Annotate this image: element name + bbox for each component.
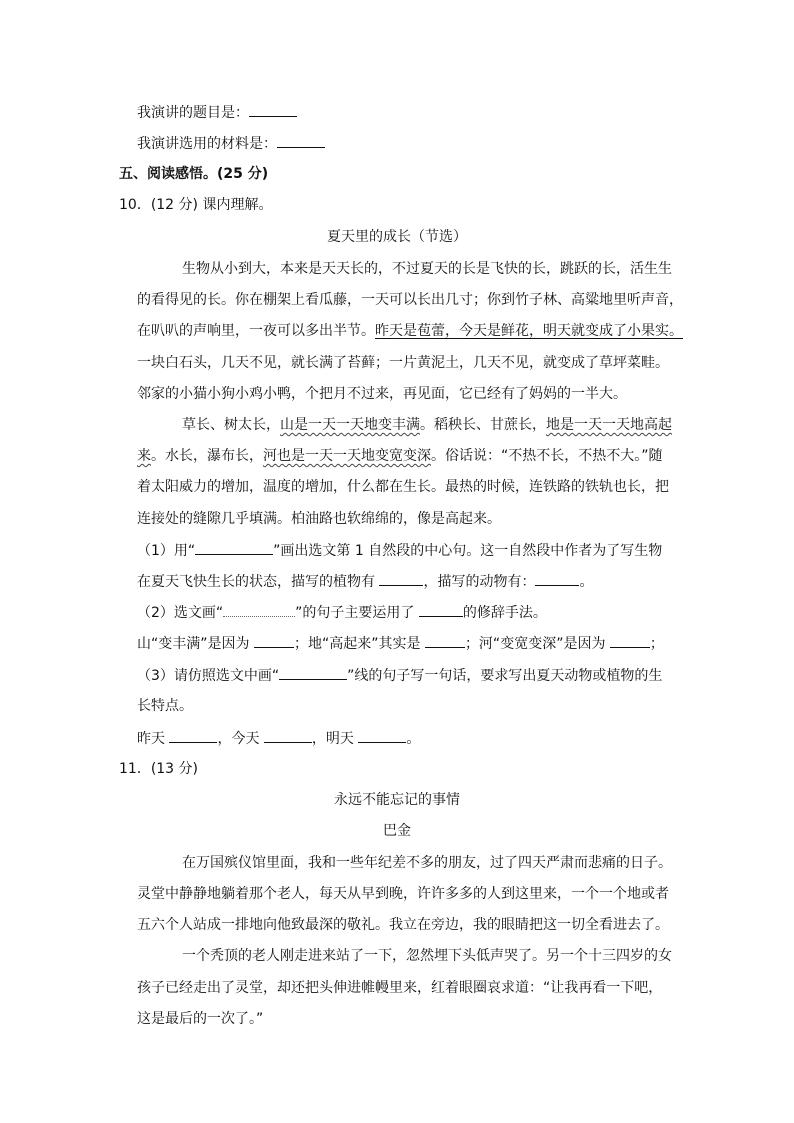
answer-blank[interactable] <box>249 102 297 117</box>
passage-line: 邻家的小猫小狗小鸡小鸭，个把月不过来，再见面，它已经有了妈妈的一半大。 <box>137 386 627 402</box>
section-heading: 五、阅读感悟。(25 分) <box>119 166 269 182</box>
question-11-label: 11．(13 分) <box>119 761 199 777</box>
text-span: 山“变丰满”是因为 <box>137 636 250 652</box>
text-span: 。水长，瀑布长， <box>151 448 263 464</box>
text-span: 。 <box>579 574 594 590</box>
subquestion-3-answer <box>137 728 420 749</box>
subquestion-2-cont <box>137 633 664 654</box>
passage-line: 一块白石头，几天不见，就长满了苔藓；一片黄泥土，几天不见，就变成了草坪菜畦。 <box>137 355 669 371</box>
text-span: ，今天 <box>217 731 260 747</box>
central-sentence: 昨天是苞蕾，今天是鲜花，明天就变成了小果实。 <box>375 323 683 339</box>
subquestion-3-cont: 长特点。 <box>137 698 193 714</box>
text-span: 。 <box>406 731 421 747</box>
answer-blank[interactable] <box>358 728 406 743</box>
text-span: 在夏天飞快生长的状态，描写的植物有 <box>137 574 375 590</box>
passage-line: 生物从小到大，本来是天天长的，不过夏天的长是飞快的长，跳跃的长，活生生 <box>182 261 672 277</box>
speech-material-line <box>137 133 325 154</box>
wavy-sample <box>223 602 295 617</box>
text-span: （1）用“ <box>137 543 196 559</box>
passage-line: 的看得见的长。你在棚架上看瓜藤，一天可以长出几寸；你到竹子林、高粱地里听声音， <box>137 292 683 308</box>
speech-title-label: 我演讲的题目是： <box>137 105 249 121</box>
answer-blank[interactable] <box>277 133 325 148</box>
passage-line <box>137 446 663 466</box>
speech-title-line <box>137 102 297 123</box>
text-span: ； <box>649 636 664 652</box>
answer-blank[interactable] <box>169 728 217 743</box>
passage-line: 孩子已经走出了灵堂，却还把头伸进帷幔里来，红着眼圈哀求道：“让我再看一下吧， <box>137 980 663 996</box>
passage-line <box>137 321 683 341</box>
wavy-sentence: 河也是一天一天地变宽变深 <box>263 448 431 464</box>
wavy-sentence: 来 <box>137 448 151 464</box>
answer-blank[interactable] <box>535 571 579 586</box>
underline-sample <box>279 665 347 680</box>
passage-author: 巴金 <box>383 823 411 839</box>
subquestion-2 <box>137 602 547 623</box>
answer-blank[interactable] <box>264 728 312 743</box>
answer-blank[interactable] <box>610 633 650 648</box>
passage-line: 着太阳威力的增加，温度的增加，什么都在生长。最热的时候，连铁路的铁轨也长，把 <box>137 479 669 495</box>
text-span: ，描写的动物有： <box>423 574 536 590</box>
text-span: ”线的句子写一句话，要求写出夏天动物或植物的生 <box>347 668 663 684</box>
wavy-sentence: 地是一天一天地高起 <box>546 417 672 433</box>
text-span: 的修辞手法。 <box>462 605 547 621</box>
passage-line: 灵堂中静静地躺着那个老人，每天从早到晚，许许多多的人到这里来，一个一个地或者 <box>137 886 669 902</box>
text-span: ”画出选文第 1 自然段的中心句。这一自然段中作者为了写生物 <box>273 543 663 559</box>
passage-title: 永远不能忘记的事情 <box>334 792 460 808</box>
text-span: （2）选文画“ <box>137 605 224 621</box>
underline-sample <box>195 540 273 555</box>
text-span: 昨天 <box>137 731 165 747</box>
passage-line: 一个秃顶的老人刚走进来站了一下，忽然埋下头低声哭了。另一个十三四岁的女 <box>182 948 672 964</box>
answer-blank[interactable] <box>425 633 465 648</box>
subquestion-1-cont <box>137 571 593 592</box>
question-10-label: 10．(12 分) 课内理解。 <box>119 197 273 213</box>
answer-blank[interactable] <box>419 602 463 617</box>
answer-blank[interactable] <box>379 571 423 586</box>
wavy-sentence: 山是一天一天地变丰满 <box>280 417 420 433</box>
text-span: ；河“变宽变深”是因为 <box>464 636 606 652</box>
text-span: ”的句子主要运用了 <box>295 605 415 621</box>
text-span: ；地“高起来”其实是 <box>293 636 421 652</box>
text-span: （3）请仿照选文中画“ <box>137 668 280 684</box>
passage-line: 连接处的缝隙几乎填满。柏油路也软绵绵的，像是高起来。 <box>137 511 501 527</box>
passage-line: 在万国殡仪馆里面，我和一些年纪差不多的朋友，过了四天严肃而悲痛的日子。 <box>182 855 672 871</box>
text-span: 。稻秧长、甘蔗长， <box>420 417 546 433</box>
subquestion-3 <box>137 665 662 686</box>
passage-title: 夏天里的成长（节选） <box>327 229 467 245</box>
text-span: ，明天 <box>311 731 354 747</box>
text-span: 在叭叭的声响里，一夜可以多出半节。 <box>137 323 375 339</box>
subquestion-1 <box>137 540 662 561</box>
passage-line: 这是最后的一次了。” <box>137 1011 264 1027</box>
passage-line <box>182 415 672 435</box>
answer-blank[interactable] <box>254 633 294 648</box>
speech-material-label: 我演讲选用的材料是： <box>137 136 277 152</box>
text-span: 。俗话说：“不热不长，不热不大。”随 <box>431 448 663 464</box>
passage-line: 五六个人站成一排地向他致最深的敬礼。我立在旁边，我的眼睛把这一切全看进去了。 <box>137 917 669 933</box>
text-span: 草长、树太长， <box>182 417 280 433</box>
